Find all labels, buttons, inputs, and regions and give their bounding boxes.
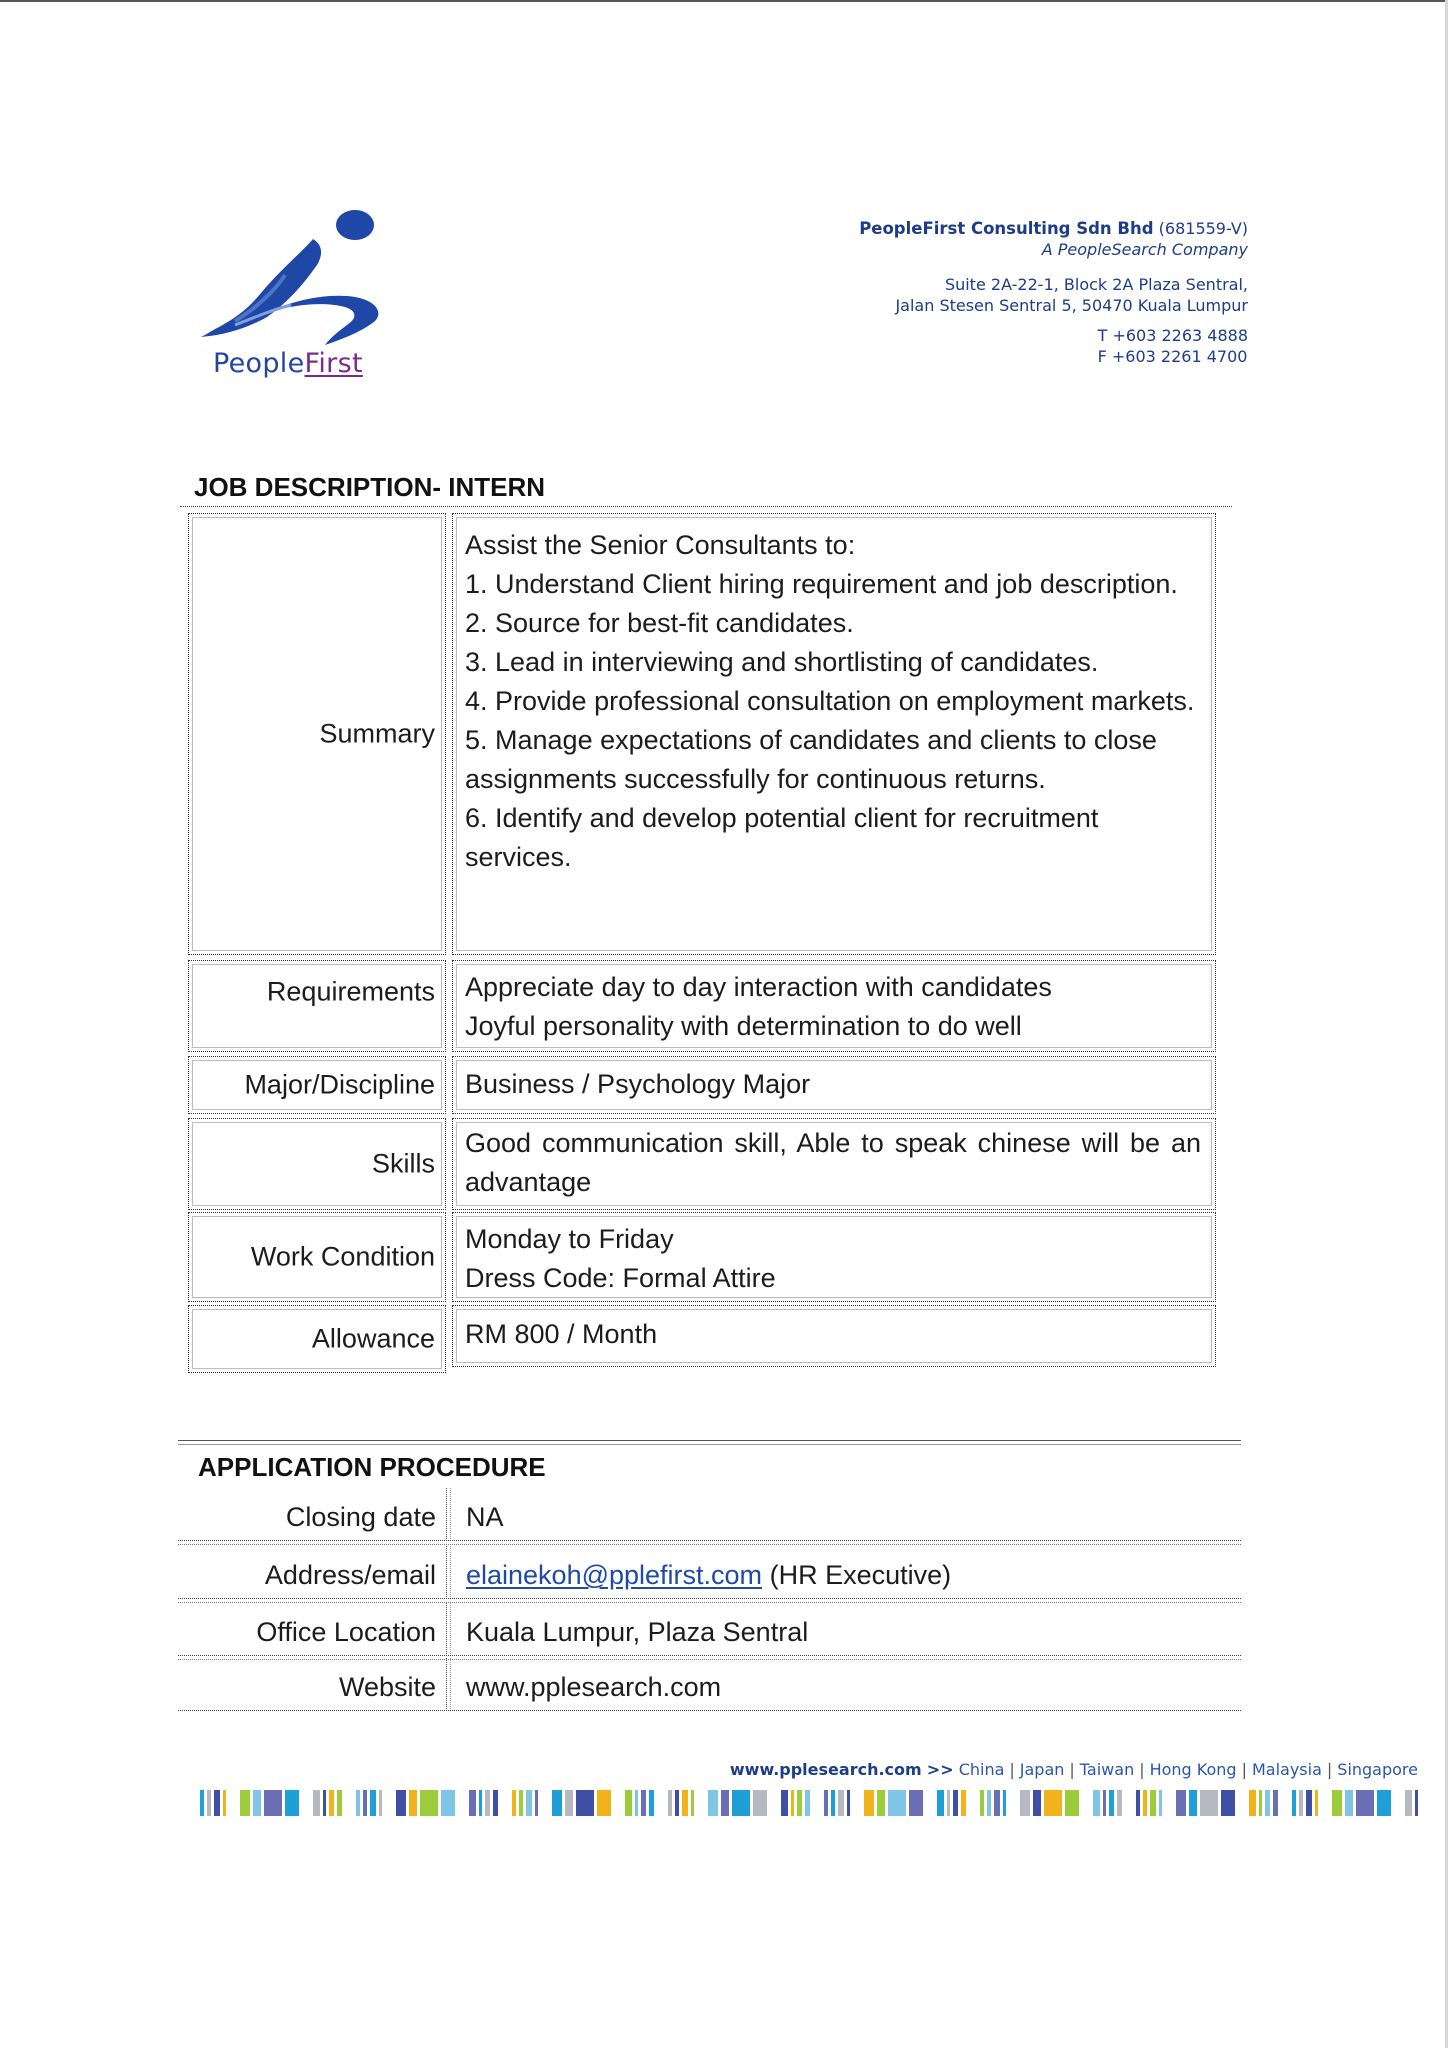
barcode-bar (1415, 1790, 1418, 1816)
barcode-bar (675, 1790, 679, 1816)
barcode-bar (961, 1790, 966, 1816)
requirements-label: Requirements (266, 976, 435, 1007)
peoplefirst-logo (195, 205, 415, 385)
barcode-bar (370, 1790, 376, 1816)
barcode-bar (323, 1790, 326, 1816)
barcode-bar (1044, 1790, 1062, 1816)
barcode-bar (1259, 1790, 1262, 1816)
barcode-bar (708, 1790, 718, 1816)
barcode-bar (1103, 1790, 1106, 1816)
barcode-bar (1405, 1790, 1412, 1816)
footer-site-link[interactable]: www.pplesearch.com (729, 1760, 922, 1779)
barcode-bar (200, 1790, 204, 1816)
barcode-bar (597, 1790, 611, 1816)
requirements-text (465, 968, 1201, 1046)
barcode-bar (253, 1790, 261, 1816)
row-closing-date (178, 1488, 1241, 1541)
barcode-bar (469, 1790, 476, 1816)
barcode-bar (953, 1790, 958, 1816)
barcode-bar (797, 1790, 802, 1816)
barcode-bar (1273, 1790, 1278, 1816)
barcode-bar (552, 1790, 562, 1816)
barcode-bar (1093, 1790, 1100, 1816)
barcode-bar (1221, 1790, 1235, 1816)
company-header (688, 218, 1248, 367)
footer-country-china[interactable]: China (958, 1760, 1005, 1779)
barcode-bar (641, 1790, 646, 1816)
summary-line: 6. Identify and develop potential client for recruitment services. (465, 803, 1099, 872)
major-label: Major/Discipline (244, 1069, 435, 1100)
barcode-bar (512, 1790, 516, 1816)
website-value: www.pplesearch.com (466, 1672, 722, 1702)
barcode-bar (781, 1790, 788, 1816)
address-email-label: Address/email (264, 1560, 436, 1590)
work-condition-line: Monday to Friday (465, 1224, 674, 1254)
scan-top-edge (0, 0, 1448, 2)
company-fax: F +603 2261 4700 (1097, 347, 1248, 366)
row-office-location (178, 1603, 1241, 1656)
row-skills (188, 1118, 1228, 1210)
barcode-bar (721, 1790, 729, 1816)
barcode-bar (1377, 1790, 1391, 1816)
logo-wordmark: PeopleFirst (213, 348, 363, 379)
company-tagline: A PeopleSearch Company (1041, 240, 1248, 259)
closing-date-label: Closing date (285, 1502, 436, 1532)
barcode-bar (207, 1790, 211, 1816)
summary-text (465, 526, 1201, 877)
barcode-bar (576, 1790, 594, 1816)
barcode-bar (1249, 1790, 1256, 1816)
barcode-bar (409, 1790, 417, 1816)
summary-label: Summary (319, 718, 435, 749)
barcode-bar (313, 1790, 320, 1816)
barcode-bar (337, 1790, 342, 1816)
row-address-email (178, 1546, 1241, 1599)
requirement-line: Appreciate day to day interaction with candidates (465, 972, 1052, 1002)
hr-email-link[interactable]: elainekoh@pplefirst.com (466, 1560, 763, 1590)
barcode-bar (668, 1790, 672, 1816)
barcode-bar (519, 1790, 523, 1816)
barcode-bar (625, 1790, 632, 1816)
peoplefirst-figure-icon (195, 205, 415, 355)
row-website (178, 1658, 1241, 1711)
barcode-bar (1159, 1790, 1162, 1816)
footer-links: www.pplesearch.com >> China | Japan | Taiwan | Hong Kong | Malaysia | Singapore (729, 1760, 1418, 1779)
barcode-bar (1356, 1790, 1374, 1816)
barcode-bar (888, 1790, 906, 1816)
hr-email-note: (HR Executive) (769, 1560, 952, 1590)
requirement-line: Joyful personality with determination to do well (465, 1011, 1022, 1041)
barcode-bar (987, 1790, 991, 1816)
work-condition-line: Dress Code: Formal Attire (465, 1263, 776, 1293)
barcode-bar (1065, 1790, 1079, 1816)
barcode-bar (264, 1790, 282, 1816)
barcode-bar (994, 1790, 1000, 1816)
summary-line: Assist the Senior Consultants to: (465, 530, 856, 560)
summary-line: 4. Provide professional consultation on employment markets. (465, 686, 1195, 716)
barcode-bar (223, 1790, 226, 1816)
barcode-bar (791, 1790, 794, 1816)
row-major (188, 1056, 1228, 1114)
job-description-title: JOB DESCRIPTION- INTERN (194, 472, 546, 502)
barcode-bar (805, 1790, 810, 1816)
summary-line: 2. Source for best-fit candidates. (465, 608, 854, 638)
barcode-bar (909, 1790, 923, 1816)
barcode-bar (1150, 1790, 1156, 1816)
barcode-bar (396, 1790, 406, 1816)
barcode-bar (329, 1790, 334, 1816)
major-value: Business / Psychology Major (465, 1069, 811, 1099)
work-condition-label: Work Condition (250, 1241, 435, 1272)
barcode-bar (831, 1790, 835, 1816)
barcode-bar (1136, 1790, 1140, 1816)
barcode-bar (1299, 1790, 1303, 1816)
company-address-line1: Suite 2A-22-1, Block 2A Plaza Sentral, (944, 275, 1248, 294)
barcode-bar (691, 1790, 694, 1816)
summary-line: 5. Manage expectations of candidates and clients to close assignments successfully for continuous returns. (465, 725, 1157, 794)
barcode-bar (1033, 1790, 1041, 1816)
barcode-bar (947, 1790, 950, 1816)
skills-value: Good communication skill, Able to speak chinese will be an advantage (465, 1128, 1201, 1197)
barcode-bar (838, 1790, 844, 1816)
barcode-bar (1265, 1790, 1270, 1816)
barcode-bar (877, 1790, 885, 1816)
barcode-bar (1345, 1790, 1353, 1816)
barcode-bar (649, 1790, 654, 1816)
barcode-bar (526, 1790, 532, 1816)
barcode-bar (1109, 1790, 1114, 1816)
barcode-bar (1176, 1790, 1186, 1816)
footer-color-barcode (200, 1790, 1426, 1816)
barcode-bar (1020, 1790, 1030, 1816)
company-name: PeopleFirst Consulting Sdn Bhd (859, 219, 1154, 238)
barcode-bar (980, 1790, 984, 1816)
barcode-bar (1003, 1790, 1006, 1816)
barcode-bar (441, 1790, 455, 1816)
barcode-bar (732, 1790, 750, 1816)
barcode-bar (937, 1790, 944, 1816)
barcode-bar (379, 1790, 382, 1816)
skills-label: Skills (371, 1148, 435, 1179)
footer-country-singapore[interactable]: Singapore (1337, 1760, 1418, 1779)
barcode-bar (847, 1790, 850, 1816)
application-top-rule (178, 1440, 1241, 1441)
allowance-value: RM 800 / Month (465, 1319, 658, 1349)
closing-date-value: NA (466, 1502, 504, 1532)
barcode-bar (1315, 1790, 1318, 1816)
office-location-label: Office Location (256, 1617, 436, 1647)
barcode-bar (753, 1790, 767, 1816)
barcode-bar (1143, 1790, 1147, 1816)
company-reg-no: (681559-V) (1158, 219, 1248, 238)
barcode-bar (682, 1790, 688, 1816)
footer-country-japan[interactable]: Japan (1019, 1760, 1065, 1779)
barcode-bar (1117, 1790, 1122, 1816)
footer-country-hong-kong[interactable]: Hong Kong (1149, 1760, 1237, 1779)
barcode-bar (1332, 1790, 1342, 1816)
application-top-rule-2 (178, 1444, 1241, 1445)
barcode-bar (864, 1790, 874, 1816)
row-summary (188, 513, 1228, 955)
barcode-bar (285, 1790, 299, 1816)
barcode-bar (420, 1790, 438, 1816)
footer-country-malaysia[interactable]: Malaysia (1251, 1760, 1322, 1779)
barcode-bar (1306, 1790, 1312, 1816)
row-work-condition (188, 1212, 1228, 1302)
summary-line: 1. Understand Client hiring requirement and job description. (465, 569, 1178, 599)
barcode-bar (824, 1790, 828, 1816)
barcode-bar (363, 1790, 367, 1816)
barcode-bar (356, 1790, 360, 1816)
barcode-bar (635, 1790, 638, 1816)
summary-line: 3. Lead in interviewing and shortlisting of candidates. (465, 647, 1099, 677)
work-condition-text (465, 1220, 1201, 1298)
office-location-value: Kuala Lumpur, Plaza Sentral (466, 1617, 809, 1647)
title-divider (180, 506, 1232, 507)
allowance-label: Allowance (311, 1323, 435, 1354)
barcode-bar (479, 1790, 482, 1816)
barcode-bar (485, 1790, 490, 1816)
barcode-bar (1200, 1790, 1218, 1816)
barcode-bar (535, 1790, 538, 1816)
website-label: Website (338, 1672, 436, 1702)
company-address-line2: Jalan Stesen Sentral 5, 50470 Kuala Lumpur (895, 296, 1248, 315)
row-requirements (188, 960, 1228, 1052)
company-phone: T +603 2263 4888 (1097, 326, 1248, 345)
barcode-bar (1189, 1790, 1197, 1816)
footer-country-taiwan[interactable]: Taiwan (1079, 1760, 1135, 1779)
barcode-bar (214, 1790, 220, 1816)
barcode-bar (565, 1790, 573, 1816)
application-procedure-title: APPLICATION PROCEDURE (198, 1452, 546, 1482)
barcode-bar (1292, 1790, 1296, 1816)
barcode-bar (240, 1790, 250, 1816)
row-allowance (188, 1305, 1228, 1373)
barcode-bar (493, 1790, 498, 1816)
